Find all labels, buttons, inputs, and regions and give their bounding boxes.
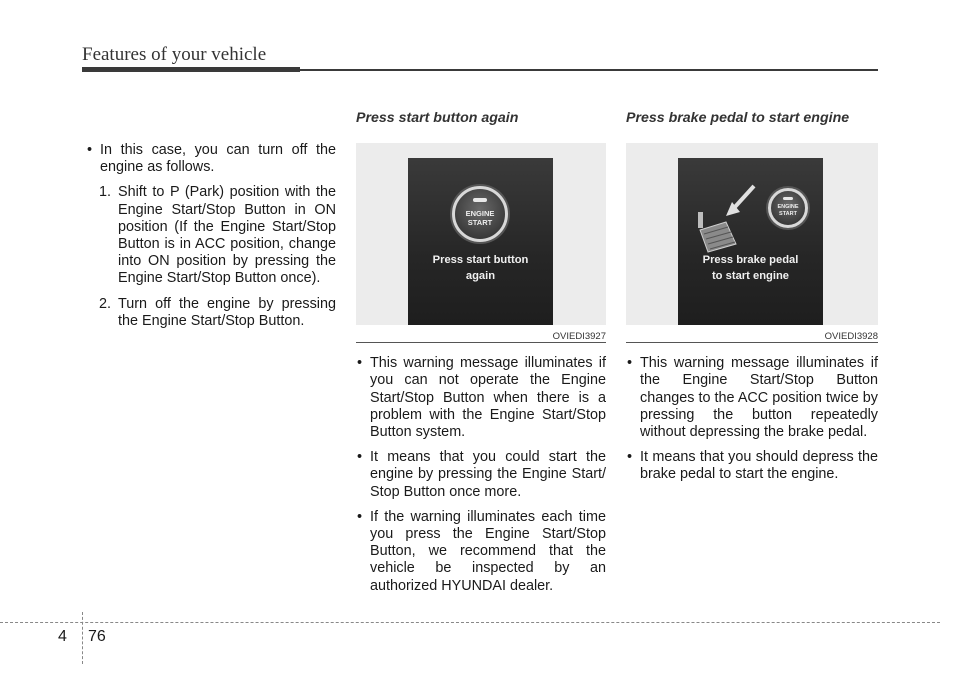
header-rule bbox=[300, 69, 878, 71]
bullet-icon: • bbox=[357, 449, 363, 466]
button-label-line2: START bbox=[779, 210, 797, 217]
button-indicator bbox=[473, 198, 487, 202]
screen-message-line2: again bbox=[465, 270, 496, 283]
figure-rule bbox=[626, 342, 878, 343]
bullet-icon: • bbox=[357, 508, 363, 525]
page-header-title: Features of your vehicle bbox=[82, 44, 267, 65]
chapter-number: 4 bbox=[58, 628, 67, 645]
engine-start-button-icon bbox=[768, 188, 808, 228]
cluster-screen bbox=[678, 158, 823, 325]
arrow-icon bbox=[722, 182, 762, 222]
bullet-text: This warning message illuminates if the Engine Start/Stop Button changes to the ACC position twice by pressing the button repeatedly without depressing the brake pedal. bbox=[640, 355, 878, 441]
step-number: 2. bbox=[99, 295, 112, 312]
page-number: 76 bbox=[88, 628, 106, 645]
button-label-line1: ENGINE bbox=[777, 204, 799, 211]
engine-start-button-icon bbox=[452, 186, 508, 242]
header-bar bbox=[82, 67, 300, 72]
screen-message-line1: Press start button bbox=[432, 254, 529, 267]
cluster-screen bbox=[408, 158, 553, 325]
bullet-icon: • bbox=[627, 449, 633, 466]
bullet-icon: • bbox=[627, 355, 633, 372]
right-column bbox=[626, 110, 878, 492]
step-text: Turn off the engine by pressing the Engine Start/Stop Button. bbox=[118, 295, 336, 329]
bullet-icon: • bbox=[357, 355, 363, 372]
bullet-text: It means that you could start the engine by pressing the Engine Start/ Stop Button once more. bbox=[370, 449, 606, 500]
list-item bbox=[86, 142, 336, 176]
list-item bbox=[626, 449, 878, 483]
figure-panel bbox=[626, 143, 878, 325]
step-item bbox=[99, 184, 336, 287]
screen-message-line1: Press brake pedal bbox=[702, 254, 799, 267]
middle-column bbox=[356, 110, 606, 603]
left-column bbox=[86, 142, 336, 338]
screen-message-line2: to start engine bbox=[711, 270, 790, 283]
button-indicator bbox=[783, 197, 793, 200]
list-item bbox=[626, 355, 878, 441]
bullet-text: This warning message illuminates if you can not operate the Engine Start/Stop Button when there is a problem with the Engine Start/Stop Button system. bbox=[370, 355, 606, 441]
section-title: Press brake pedal to start engine bbox=[626, 110, 850, 126]
button-label-line1: ENGINE bbox=[465, 209, 495, 219]
bullet-text: It means that you should depress the brake pedal to start the engine. bbox=[640, 449, 878, 483]
step-number: 1. bbox=[99, 184, 112, 201]
bullet-text: If the warning illuminates each time you press the Engine Start/Stop Button, we recommend that the vehicle be inspected by an authorized HYUNDAI dealer. bbox=[370, 508, 606, 594]
list-item bbox=[356, 509, 606, 595]
list-item bbox=[356, 449, 606, 501]
intro-text: In this case, you can turn off the engine as follows. bbox=[100, 142, 336, 176]
figure-code: OVIEDI3927 bbox=[552, 331, 606, 343]
figure-panel bbox=[356, 143, 606, 325]
step-item bbox=[99, 296, 336, 330]
button-label-line2: START bbox=[467, 217, 493, 227]
figure-rule bbox=[356, 342, 606, 343]
footer-divider bbox=[82, 612, 83, 664]
list-item bbox=[356, 355, 606, 441]
step-text: Shift to P (Park) position with the Engine Start/Stop Button in ON position (If the Engine Start/Stop Button is in ACC position, change into ON position by pressing the Engine Start/Stop Button once). bbox=[118, 184, 336, 287]
bullet-icon: • bbox=[87, 142, 93, 158]
section-title: Press start button again bbox=[356, 110, 519, 126]
figure-code: OVIEDI3928 bbox=[824, 331, 878, 343]
footer-rule bbox=[0, 622, 940, 623]
